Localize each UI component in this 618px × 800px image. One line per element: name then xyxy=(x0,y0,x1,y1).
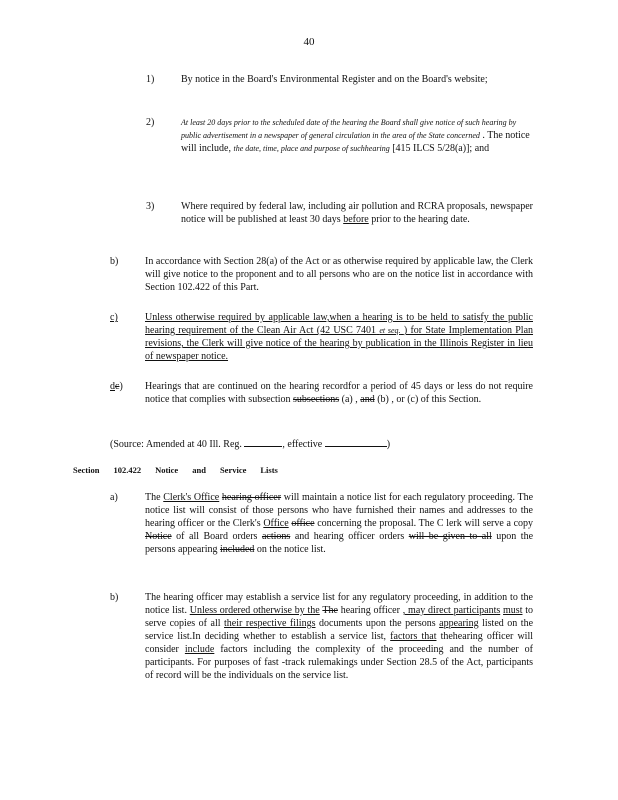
section-a-label: a) xyxy=(110,492,118,503)
subsection-d-text-b: (a) , xyxy=(341,394,358,405)
source-note-text-a: (Source: Amended at 40 Ill. Reg. xyxy=(110,439,242,450)
page-number: 40 xyxy=(303,36,315,48)
subsection-c-text-b: ) for State Implementation Plan revisions, the Clerk will give notice of the hearing by publication in the Illinois Register in lieu of newspaper notice. xyxy=(145,325,534,362)
section-a-deleted-included: included xyxy=(219,544,255,555)
subsection-d-deleted-1: subsections xyxy=(293,394,340,405)
item-3-text-b: prior to the hearing date. xyxy=(371,214,470,225)
subsection-d-text-c: (b) , or (c) of this Section. xyxy=(377,394,482,405)
section-a-t7: on the notice list. xyxy=(256,544,326,555)
subsection-d-label-paren: ) xyxy=(119,381,123,392)
section-title-2: and xyxy=(192,465,206,475)
section-b-deleted-the: The xyxy=(322,605,338,616)
section-a-deleted-given: will be given to all xyxy=(408,531,492,542)
section-b-inserted-may-direct: , may direct participants xyxy=(402,605,501,616)
subsection-d-text xyxy=(145,380,533,406)
section-a-deleted-actions: actions xyxy=(261,531,291,542)
section-b-inserted-include: include xyxy=(184,644,215,655)
source-note-text-b: , effective xyxy=(282,439,323,450)
item-2-text xyxy=(181,116,533,155)
section-a-t3: concerning the proposal. The C lerk will serve a copy xyxy=(317,518,534,529)
section-b-inserted-must: must xyxy=(503,605,523,616)
section-a-deleted-hearing-officer: hearing officer xyxy=(221,492,282,503)
section-b-t4: documents upon the persons xyxy=(319,618,436,629)
section-a-inserted-office: Office xyxy=(263,518,289,529)
section-word: Section xyxy=(73,465,100,475)
item-1-label: 1) xyxy=(146,74,155,85)
subsection-d-text-a: Hearings that are continued on the hearing recordfor a period of 45 days or less do not require notice that complies with subsection xyxy=(145,381,533,405)
item-3-text xyxy=(181,200,533,226)
section-b-t6: thehearing officer will consider xyxy=(145,631,534,655)
subsection-b-text: In accordance with Section 28(a) of the Act or as otherwise required by applicable law, the Clerk will give notice to the proponent and to all persons who are on the notice list in accordance with Section 102.422 of this Part. xyxy=(145,256,533,293)
section-heading xyxy=(73,465,292,475)
subsection-c-et-seq: et seq. xyxy=(379,326,401,335)
section-b-t7: factors including the complexity of the proceeding and the number of participants. For purposes of fast -track rulemakings under Section 28.5 of the Act, participants of record will be the individuals on the service list. xyxy=(145,644,533,681)
item-2-label: 2) xyxy=(146,117,155,128)
item-3-text-a: Where required by federal law, including air pollution and RCRA proposals, newspaper notice will be published at least 30 days xyxy=(181,201,533,225)
section-b-t2: hearing officer xyxy=(340,605,400,616)
item-2-statute-quote-2: the date, time, place and purpose of suchhearing xyxy=(233,144,390,153)
section-a-text xyxy=(145,491,533,556)
section-a-t5: and hearing officer orders xyxy=(294,531,405,542)
subsection-b-label: b) xyxy=(110,256,119,267)
section-b-t1: The hearing officer may establish a service list for any regulatory proceeding, in addition to the notice list. xyxy=(145,592,533,616)
source-note-text-c: ) xyxy=(386,439,391,450)
section-b-inserted-appearing: appearing xyxy=(439,618,479,629)
section-number: 102.422 xyxy=(113,465,142,475)
subsection-d-label-new: d xyxy=(110,381,115,392)
section-b-t5: listed on the service list.In deciding whether to establish a service list, xyxy=(145,618,534,642)
section-a-t1: The xyxy=(145,492,161,503)
item-2-citation: [415 ILCS 5/28(a)]; and xyxy=(392,143,490,154)
section-a-inserted-clerk: Clerk's Office xyxy=(163,492,220,503)
section-title-3: Service xyxy=(219,465,247,475)
section-b-text xyxy=(145,591,533,682)
section-title-1: Notice xyxy=(155,465,179,475)
section-b-inserted-factors-that: factors that xyxy=(390,631,437,642)
item-2-notice-include: . The notice will include, xyxy=(181,130,530,154)
section-b-inserted-filings: their respective filings xyxy=(224,618,316,629)
subsection-d-label xyxy=(110,380,123,393)
section-b-inserted-unless: Unless ordered otherwise by the xyxy=(189,605,320,616)
source-note xyxy=(110,436,530,451)
subsection-c-label: c) xyxy=(110,312,118,323)
section-b-label: b) xyxy=(110,592,119,603)
item-1-text: By notice in the Board's Environmental Register and on the Board's website; xyxy=(181,74,488,85)
source-date-blank xyxy=(325,436,387,447)
subsection-c-text xyxy=(145,311,533,363)
subsection-d-deleted-2: and xyxy=(360,394,375,405)
section-a-deleted-office: office xyxy=(291,518,315,529)
subsection-d-label-old: c xyxy=(115,381,120,392)
section-title-4: Lists xyxy=(260,465,278,475)
item-3-inserted-before: before xyxy=(343,214,369,225)
section-b-t3: to serve copies of all xyxy=(145,605,534,629)
item-3-label: 3) xyxy=(146,201,155,212)
section-a-deleted-notice: Notice xyxy=(145,531,172,542)
item-2-statute-quote: At least 20 days prior to the scheduled date of the hearing the Board shall give notice of such hearing by public advertisement in a newspaper of general circulation in the area of the State concerned xyxy=(181,118,517,140)
subsection-c-text-a: Unless otherwise required by applicable law,when a hearing is to be held to satisfy the public hearing requirement of the Clean Air Act (42 USC 7401 xyxy=(145,312,533,336)
section-a-t6: upon the persons appearing xyxy=(145,531,534,555)
section-a-t4: of all Board orders xyxy=(176,531,258,542)
section-a-t2: will maintain a notice list for each regulatory proceeding. The notice list will consist of those persons who have furnished their names and addresses to the hearing officer or the Clerk's xyxy=(145,492,534,529)
source-reg-blank xyxy=(244,436,282,447)
